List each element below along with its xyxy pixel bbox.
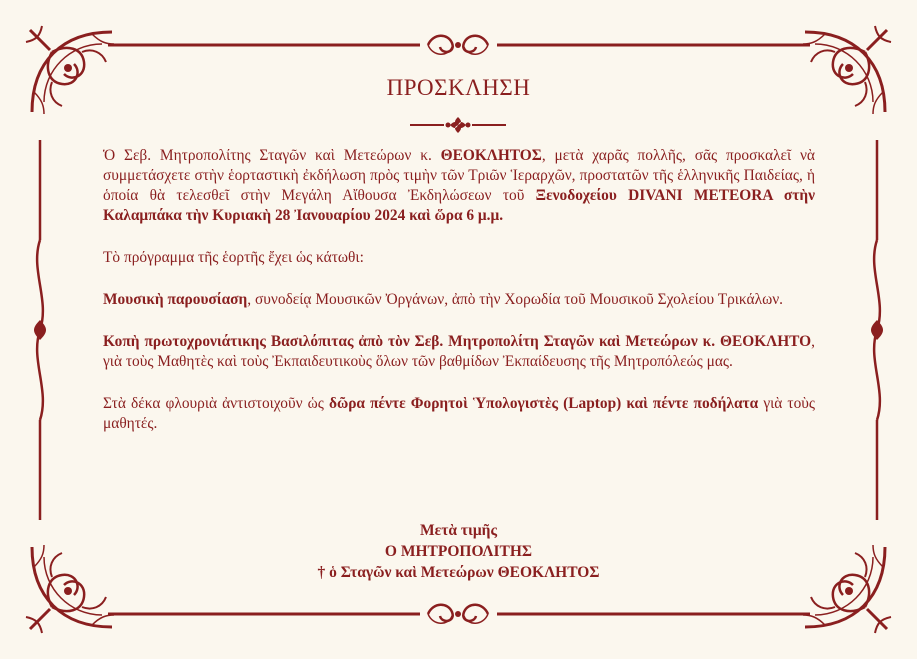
invitation-body [103,146,815,434]
paragraph-intro [103,146,815,226]
signature-title: Ο ΜΗΤΡΟΠΟΛΙΤΗΣ [384,543,533,560]
gifts-text-1: Στὰ δέκα φλουριὰ ἀντιστοιχοῦν ὡς [103,395,329,412]
paragraph-music [103,290,815,310]
title-divider-ornament [408,115,508,135]
signature-block [0,520,917,583]
intro-text-2: , μετὰ χαρᾶς πολλῆς, σᾶς προσκαλεῖ νὰ συμμετάσχετε στὴν ἑορταστικὴ ἐκδήλωση πρὸς τιμὴν τῶν Τριῶν Ἱεραρχῶν, προστατῶν τῆς ἑλληνικῆς Παιδείας, ἡ ὁποία θὰ τελεσθεῖ στὴν Μεγάλη Αἴθουσα Ἐκδηλώσεων τοῦ [103,147,815,204]
gifts-text-2: γιὰ τοὺς μαθητές. [103,395,816,432]
signature-greeting: Μετὰ τιμῆς [419,522,497,539]
page-title: ΠΡΟΣΚΛΗΣΗ [386,75,531,100]
music-bold: Μουσικὴ παρουσίαση [103,291,248,308]
vasilopita-bold: Κοπὴ πρωτοχρονιάτικης Βασιλόπιτας ἀπὸ τὸν Σεβ. Μητροπολίτη Σταγῶν καὶ Μετεώρων κ. ΘΕΟΚΛΗΤΟ [103,333,812,350]
intro-text-1: Ὁ Σεβ. Μητροπολίτης Σταγῶν καὶ Μετεώρων κ. [103,147,441,164]
vasilopita-text: , γιὰ τοὺς Μαθητὲς καὶ τοὺς Ἐκπαιδευτικοὺς ὅλων τῶν βαθμίδων Ἐκπαίδευσης τῆς Μητροπόλεώς μας. [103,333,815,370]
music-text: , συνοδείᾳ Μουσικῶν Ὀργάνων, ἀπὸ τὴν Χορωδία τοῦ Μουσικοῦ Σχολείου Τρικάλων. [247,291,784,308]
gifts-bold: δῶρα πέντε Φορητοὶ Ὑπολογιστὲς (Laptop) καὶ πέντε ποδήλατα [328,395,759,412]
paragraph-gifts [103,394,815,434]
intro-bold-venue: Ξενοδοχείου DIVANI METEORA στὴν Καλαμπάκα τὴν Κυριακὴ 28 Ἰανουαρίου 2024 καὶ ὥρα 6 μ.μ. [103,187,815,224]
paragraph-vasilopita [103,332,815,372]
paragraph-program: Τὸ πρόγραμμα τῆς ἑορτῆς ἔχει ὡς κάτωθι: [103,249,364,266]
intro-bold-name: ΘΕΟΚΛΗΤΟΣ [440,147,542,164]
signature-name: † ὁ Σταγῶν καὶ Μετεώρων ΘΕΟΚΛΗΤΟΣ [317,564,600,581]
